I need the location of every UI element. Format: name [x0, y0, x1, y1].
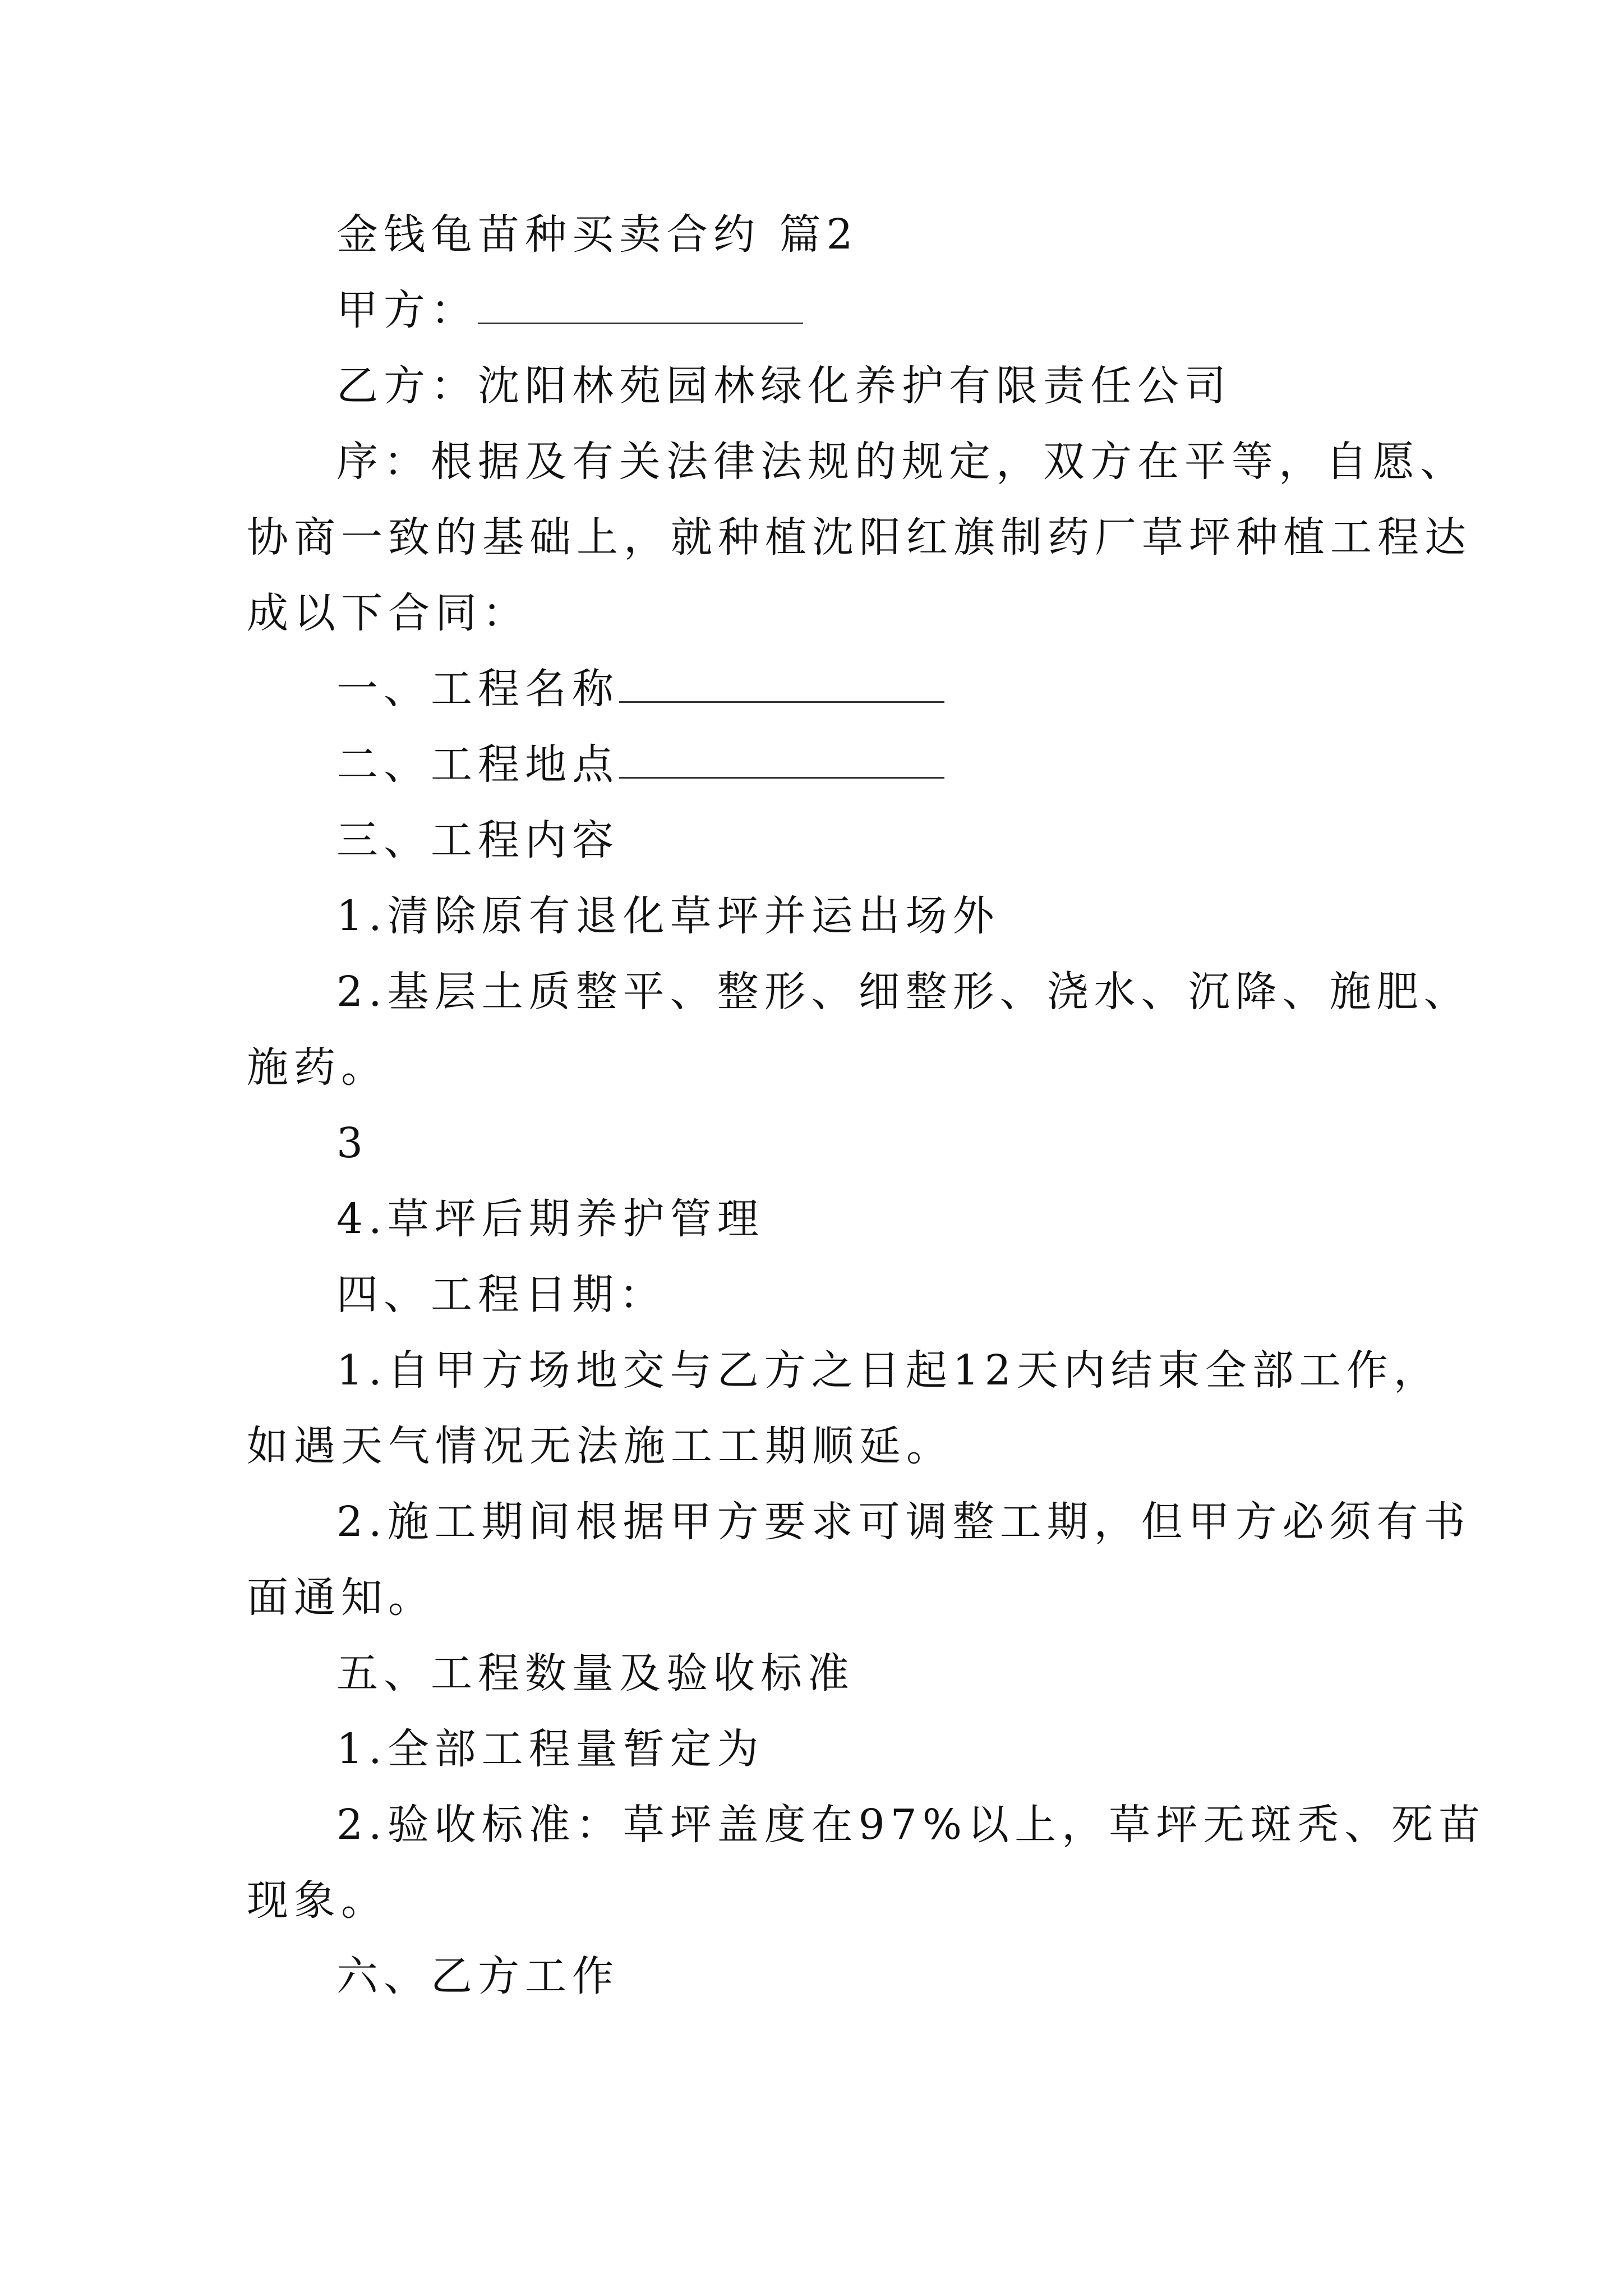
section-5-item-2-line-2: 现象。 — [247, 1876, 388, 1925]
section-4-item-1-line-1: 1.自甲方场地交与乙方之日起12天内结束全部工作， — [336, 1346, 1441, 1395]
preamble-line-2: 协商一致的基础上，就种植沈阳红旗制药厂草坪种植工程达 — [247, 513, 1472, 562]
section-4-item-2-line-1: 2.施工期间根据甲方要求可调整工期，但甲方必须有书 — [336, 1498, 1471, 1546]
section-1-heading: 一、工程名称 — [0, 661, 1623, 717]
section-4-item-2-line-2: 面通知。 — [247, 1573, 435, 1622]
section-6-heading: 六、乙方工作 — [336, 1952, 619, 2000]
section-3-heading: 三、工程内容 — [336, 816, 619, 864]
section-3-item-2-line-2: 施药。 — [247, 1043, 388, 1092]
section-3-item-4: 4.草坪后期养护管理 — [336, 1195, 764, 1243]
section-4-item-1-line-2: 如遇天气情况无法施工工期顺延。 — [247, 1422, 953, 1470]
preamble-line-1: 序：根据及有关法律法规的规定，双方在平等，自愿、 — [336, 438, 1467, 486]
preamble-line-3: 成以下合同： — [247, 589, 529, 637]
section-2-heading: 二、工程地点 — [0, 737, 1623, 793]
project-location-blank — [619, 743, 944, 779]
section-5-item-2-line-1: 2.验收标准：草坪盖度在97%以上，草坪无斑秃、死苗 — [336, 1801, 1486, 1849]
section-3-item-3: 3 — [336, 1119, 369, 1167]
section-5-item-1: 1.全部工程量暂定为 — [336, 1725, 764, 1773]
section-3-item-1: 1.清除原有退化草坪并运出场外 — [336, 892, 1000, 940]
section-3-item-2-line-1: 2.基层土质整平、整形、细整形、浇水、沉降、施肥、 — [336, 968, 1471, 1016]
project-name-blank — [619, 668, 944, 703]
party-a-blank — [478, 289, 803, 324]
party-a-line: 甲方： — [0, 282, 1623, 338]
section-4-heading: 四、工程日期： — [336, 1271, 666, 1319]
party-b-line: 乙方：沈阳林苑园林绿化养护有限责任公司 — [336, 362, 1232, 410]
section-5-heading: 五、工程数量及验收标准 — [336, 1649, 855, 1697]
document-title: 金钱龟苗种买卖合约 篇2 — [336, 210, 859, 259]
